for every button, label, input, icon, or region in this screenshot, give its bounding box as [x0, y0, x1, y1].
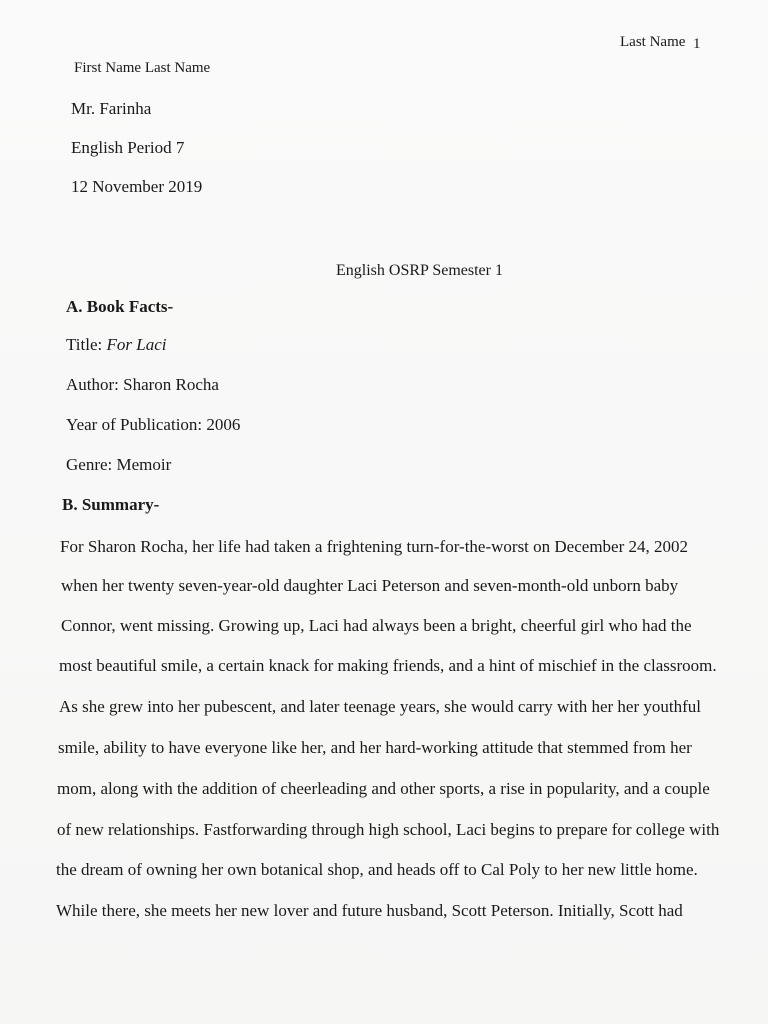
section-b-heading: B. Summary- [62, 495, 160, 514]
student-name: First Name Last Name [74, 60, 211, 76]
fact-author-label: Author: [66, 375, 124, 394]
document-title: English OSRP Semester 1 [336, 262, 503, 279]
fact-title-value: For Laci [106, 335, 167, 354]
section-a-heading: A. Book Facts- [66, 297, 174, 316]
summary-line: of new relationships. Fastforwarding through high school, Laci begins to prepare for college with [57, 820, 720, 839]
fact-genre [66, 455, 171, 475]
fact-genre-label: Genre: [66, 455, 117, 474]
fact-year-label: Year of Publication: [66, 415, 207, 434]
summary-line: mom, along with the addition of cheerleading and other sports, a rise in popularity, and a couple [57, 779, 710, 798]
fact-author [66, 375, 219, 395]
summary-line: For Sharon Rocha, her life had taken a frightening turn-for-the-worst on December 24, 2002 [60, 537, 688, 556]
fact-title-label: Title: [66, 335, 107, 354]
summary-line: the dream of owning her own botanical shop, and heads off to Cal Poly to her new little home. [56, 860, 698, 879]
summary-line: Connor, went missing. Growing up, Laci had always been a bright, cheerful girl who had the [61, 616, 692, 635]
fact-year [66, 415, 240, 435]
teacher-name: Mr. Farinha [71, 99, 152, 118]
document-date: 12 November 2019 [71, 177, 203, 196]
summary-line: As she grew into her pubescent, and later teenage years, she would carry with her her youthful [59, 697, 701, 716]
fact-author-value: Sharon Rocha [123, 375, 219, 394]
fact-genre-value: Memoir [116, 455, 172, 474]
header-last-name: Last Name [620, 34, 686, 50]
summary-line: when her twenty seven-year-old daughter Laci Peterson and seven-month-old unborn baby [61, 576, 679, 595]
course-name: English Period 7 [71, 138, 185, 157]
fact-title [66, 335, 166, 355]
summary-line: most beautiful smile, a certain knack for making friends, and a hint of mischief in the classroom. [59, 656, 717, 675]
summary-line: While there, she meets her new lover and future husband, Scott Peterson. Initially, Scott had [56, 901, 683, 920]
fact-year-value: 2006 [206, 415, 241, 434]
summary-line: smile, ability to have everyone like her, and her hard-working attitude that stemmed from her [58, 738, 692, 757]
header-page-number: 1 [693, 36, 701, 52]
